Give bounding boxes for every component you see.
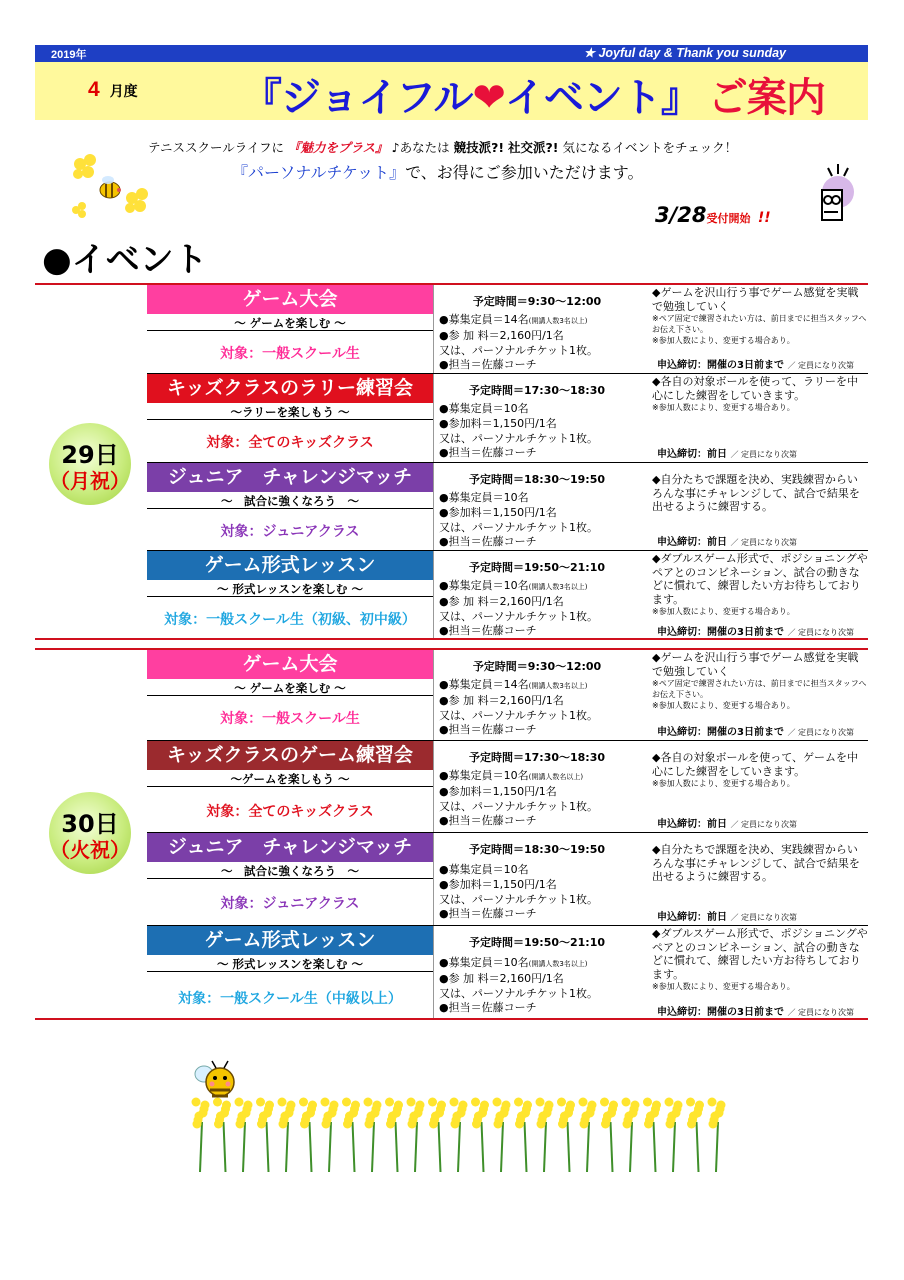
event-subtitle: ～ 形式レッスンを楽しむ ～	[147, 956, 433, 972]
person-idea-icon	[808, 162, 854, 232]
day-weekday: （月祝）	[50, 469, 130, 493]
event-fee: ●参加料＝1,150円/1名	[439, 505, 557, 519]
deadline-text: 申込締切：開催の3日前まで	[657, 627, 784, 638]
day-badge	[49, 423, 131, 505]
desc-note-2: ※参加人数により、変更する場合あり。	[652, 701, 795, 710]
event-time: 予定時間＝18:30～19:50	[468, 843, 606, 856]
event-capacity: ●募集定員＝10名	[439, 863, 529, 876]
tagline: ★ Joyful day & Thank you sunday	[583, 46, 786, 60]
desc-text: ◆自分たちで課題を決め、実践練習からいろんな事にチャレンジして、試合で結果を出せるように練習する。	[652, 843, 860, 883]
month-label	[88, 78, 138, 102]
event-description	[652, 651, 868, 711]
event-details	[439, 956, 598, 1016]
event-capacity: ●募集定員＝10名	[439, 491, 529, 504]
event-title: ジュニア チャレンジマッチ	[147, 463, 433, 492]
event-fee: ●参 加 料＝2,160円/1名	[439, 328, 564, 342]
desc-text: ◆自分たちで課題を決め、実践練習からいろんな事にチャレンジして、試合で結果を出せるように練習する。	[652, 473, 860, 513]
deadline-note: ／ 定員になり次第	[730, 913, 798, 922]
event-row	[147, 463, 868, 551]
event-coach: ●担当＝佐藤コーチ	[439, 723, 537, 737]
event-row	[147, 833, 868, 926]
event-row	[147, 551, 868, 640]
month-number: 4	[88, 78, 100, 101]
deadline-note: ／ 定員になり次第	[730, 450, 798, 459]
event-row	[147, 374, 868, 463]
start-label: 受付開始	[706, 212, 751, 225]
desc-note-1: ※ペア固定で練習されたい方は、前日までに担当スタッフへお伝え下さい。	[652, 679, 867, 699]
desc-note-1: ※参加人数により、変更する場合あり。	[652, 607, 795, 616]
deadline-note: ／ 定員になり次第	[730, 820, 798, 829]
event-alt: 又は、パーソナルチケット1枚。	[439, 892, 599, 906]
event-title: ゲーム形式レッスン	[147, 551, 433, 580]
event-title: キッズクラスのゲーム練習会	[147, 741, 433, 770]
event-target: 対象：一般スクール生	[220, 711, 360, 727]
event-details	[439, 491, 598, 550]
deadline-text: 申込締切：開催の3日前まで	[657, 1007, 784, 1018]
event-alt: 又は、パーソナルチケット1枚。	[439, 799, 599, 813]
desc-text: ◆ダブルスゲーム形式で、ポジショニングやペアとのコンビネーション、試合の動きなどに慣れて、練習したい方お待ちしております。	[652, 927, 868, 981]
event-coach: ●担当＝佐藤コーチ	[439, 446, 537, 460]
bee-flower-icon	[62, 146, 154, 228]
event-coach: ●担当＝佐藤コーチ	[439, 814, 537, 828]
event-deadline	[657, 1003, 854, 1018]
event-fee: ●参 加 料＝2,160円/1名	[439, 971, 564, 985]
deadline-text: 申込締切：前日	[657, 537, 727, 548]
event-target: 対象：一般スクール生	[220, 346, 360, 362]
event-time: 予定時間＝9:30～12:00	[472, 295, 602, 308]
desc-note-1: ※参加人数により、変更する場合あり。	[652, 403, 795, 412]
intro-line-1	[148, 138, 737, 156]
event-description	[652, 927, 868, 992]
intro-text-d: 気になるイベントをチェック！	[562, 140, 738, 155]
event-row	[147, 650, 868, 741]
page-title	[242, 66, 825, 123]
event-row	[147, 926, 868, 1020]
title-right: イベント』	[504, 75, 700, 121]
capacity-note: (開講人数3名以上)	[528, 682, 588, 690]
intro-line-2	[232, 160, 644, 183]
event-alt: 又は、パーソナルチケット1枚。	[439, 609, 599, 623]
heart-icon: ❤	[472, 75, 505, 121]
deadline-text: 申込締切：開催の3日前まで	[657, 360, 784, 371]
desc-note-1: ※参加人数により、変更する場合あり。	[652, 779, 795, 788]
start-date: 3/28	[655, 203, 707, 227]
deadline-text: 申込締切：前日	[657, 912, 727, 923]
deadline-text: 申込締切：開催の3日前まで	[657, 727, 784, 738]
desc-text: ◆ダブルスゲーム形式で、ポジショニングやペアとのコンビネーション、試合の動きなどに慣れて、練習したい方お待ちしております。	[652, 552, 868, 606]
deadline-note: ／ 定員になり次第	[787, 728, 854, 737]
event-time: 予定時間＝19:50～21:10	[468, 561, 606, 574]
desc-text: ◆各自の対象ボールを使って、ラリーを中心にした練習をしていきます。	[652, 375, 859, 402]
registration-start	[655, 203, 771, 227]
day-group-30	[35, 648, 868, 1020]
start-bang: !!	[757, 210, 771, 226]
event-deadline	[657, 356, 854, 371]
desc-text: ◆各自の対象ボールを使って、ゲームを中心にした練習をしていきます。	[652, 751, 859, 778]
event-alt: 又は、パーソナルチケット1枚。	[439, 520, 599, 534]
event-capacity: ●募集定員＝10名	[439, 769, 529, 782]
event-title: ゲーム大会	[147, 650, 433, 679]
event-capacity: ●募集定員＝14名	[439, 678, 529, 691]
event-coach: ●担当＝佐藤コーチ	[439, 624, 537, 638]
event-title: ゲーム形式レッスン	[147, 926, 433, 955]
event-details	[439, 863, 598, 922]
event-alt: 又は、パーソナルチケット1枚。	[439, 431, 599, 445]
deadline-note: ／ 定員になり次第	[787, 1008, 854, 1017]
event-deadline	[657, 908, 797, 923]
section-title: ●イベント	[42, 240, 208, 280]
rapeseed-field-icon	[190, 1092, 735, 1174]
capacity-note: (開講人数3名以上)	[528, 583, 588, 591]
event-fee: ●参加料＝1,150円/1名	[439, 416, 557, 430]
event-details	[439, 402, 598, 461]
event-fee: ●参 加 料＝2,160円/1名	[439, 594, 564, 608]
event-subtitle: ～ 試合に強くなろう ～	[147, 863, 433, 879]
day-group-29	[35, 283, 868, 640]
event-title: キッズクラスのラリー練習会	[147, 374, 433, 403]
intro-text-b: ♪あなたは	[391, 140, 450, 155]
event-target: 対象：一般スクール生（中級以上）	[178, 991, 402, 1007]
event-time: 予定時間＝17:30～18:30	[468, 751, 606, 764]
title-left: 『ジョイフル	[242, 75, 473, 121]
top-banner	[35, 45, 868, 62]
event-description	[652, 751, 868, 789]
intro-ticket: 『パーソナルチケット』	[232, 163, 406, 182]
event-row	[147, 741, 868, 833]
day-number: 29日	[61, 441, 119, 469]
event-alt: 又は、パーソナルチケット1枚。	[439, 986, 599, 1000]
capacity-note: (開講人数名以上)	[528, 773, 584, 781]
event-alt: 又は、パーソナルチケット1枚。	[439, 708, 599, 722]
event-time: 予定時間＝18:30～19:50	[468, 473, 606, 486]
event-capacity: ●募集定員＝10名	[439, 579, 529, 592]
event-description	[652, 375, 868, 413]
month-suffix: 月度	[109, 83, 138, 99]
event-row	[147, 285, 868, 374]
event-coach: ●担当＝佐藤コーチ	[439, 535, 537, 549]
event-details	[439, 769, 598, 829]
event-description	[652, 843, 868, 884]
event-capacity: ●募集定員＝10名	[439, 956, 529, 969]
event-subtitle: ～ 形式レッスンを楽しむ ～	[147, 581, 433, 597]
year-label: 2019年	[51, 49, 87, 61]
event-target: 対象：全てのキッズクラス	[206, 435, 374, 451]
event-target: 対象：一般スクール生（初級、初中級）	[164, 612, 416, 628]
event-deadline	[657, 723, 854, 738]
deadline-text: 申込締切：前日	[657, 819, 727, 830]
capacity-note: (開講人数3名以上)	[528, 960, 588, 968]
event-time: 予定時間＝19:50～21:10	[468, 936, 606, 949]
day-badge	[49, 792, 131, 874]
event-subtitle: ～ ゲームを楽しむ ～	[147, 315, 433, 331]
event-capacity: ●募集定員＝14名	[439, 313, 529, 326]
event-details	[439, 678, 598, 738]
event-deadline	[657, 815, 797, 830]
event-description	[652, 286, 868, 346]
event-description	[652, 473, 868, 514]
event-coach: ●担当＝佐藤コーチ	[439, 907, 537, 921]
intro-bold: 競技派?!	[453, 140, 505, 155]
deadline-note: ／ 定員になり次第	[787, 628, 854, 637]
intro-highlight: 『魅力をプラス』	[288, 140, 388, 155]
event-alt: 又は、パーソナルチケット1枚。	[439, 343, 599, 357]
event-fee: ●参加料＝1,150円/1名	[439, 877, 557, 891]
event-details	[439, 313, 598, 373]
event-subtitle: ～ ゲームを楽しむ ～	[147, 680, 433, 696]
event-deadline	[657, 445, 797, 460]
desc-note-1: ※ペア固定で練習されたい方は、前日までに担当スタッフへお伝え下さい。	[652, 314, 867, 334]
event-time: 予定時間＝9:30～12:00	[472, 660, 602, 673]
event-time: 予定時間＝17:30～18:30	[468, 384, 606, 397]
deadline-text: 申込締切：前日	[657, 449, 727, 460]
event-details	[439, 579, 598, 639]
event-capacity: ●募集定員＝10名	[439, 402, 529, 415]
desc-text: ◆ゲームを沢山行う事でゲーム感覚を実戦で勉強していく	[652, 651, 859, 678]
intro-text-a: テニススクールライフに	[148, 140, 285, 155]
day-number: 30日	[61, 810, 119, 838]
capacity-note: (開講人数3名以上)	[528, 317, 588, 325]
event-coach: ●担当＝佐藤コーチ	[439, 1001, 537, 1015]
event-subtitle: ～ 試合に強くなろう ～	[147, 493, 433, 509]
day-weekday: （火祝）	[50, 838, 130, 862]
event-target: 対象：ジュニアクラス	[220, 896, 360, 912]
event-deadline	[657, 623, 854, 638]
event-title: ジュニア チャレンジマッチ	[147, 833, 433, 862]
event-target: 対象：全てのキッズクラス	[206, 804, 374, 820]
event-coach: ●担当＝佐藤コーチ	[439, 358, 537, 372]
desc-note-2: ※参加人数により、変更する場合あり。	[652, 336, 795, 345]
event-fee: ●参加料＝1,150円/1名	[439, 784, 557, 798]
deadline-note: ／ 定員になり次第	[730, 538, 798, 547]
event-subtitle: ～ラリーを楽しもう ～	[147, 404, 433, 420]
event-description	[652, 552, 868, 617]
event-subtitle: ～ゲームを楽しもう ～	[147, 771, 433, 787]
desc-text: ◆ゲームを沢山行う事でゲーム感覚を実戦で勉強していく	[652, 286, 859, 313]
event-title: ゲーム大会	[147, 285, 433, 314]
deadline-note: ／ 定員になり次第	[787, 361, 854, 370]
event-deadline	[657, 533, 797, 548]
event-fee: ●参 加 料＝2,160円/1名	[439, 693, 564, 707]
title-tail: ご案内	[707, 75, 825, 121]
intro-text-c: 社交派?!	[508, 140, 559, 155]
event-target: 対象：ジュニアクラス	[220, 524, 360, 540]
desc-note-1: ※参加人数により、変更する場合あり。	[652, 982, 795, 991]
intro-rest: で、お得にご参加いただけます。	[405, 163, 644, 182]
